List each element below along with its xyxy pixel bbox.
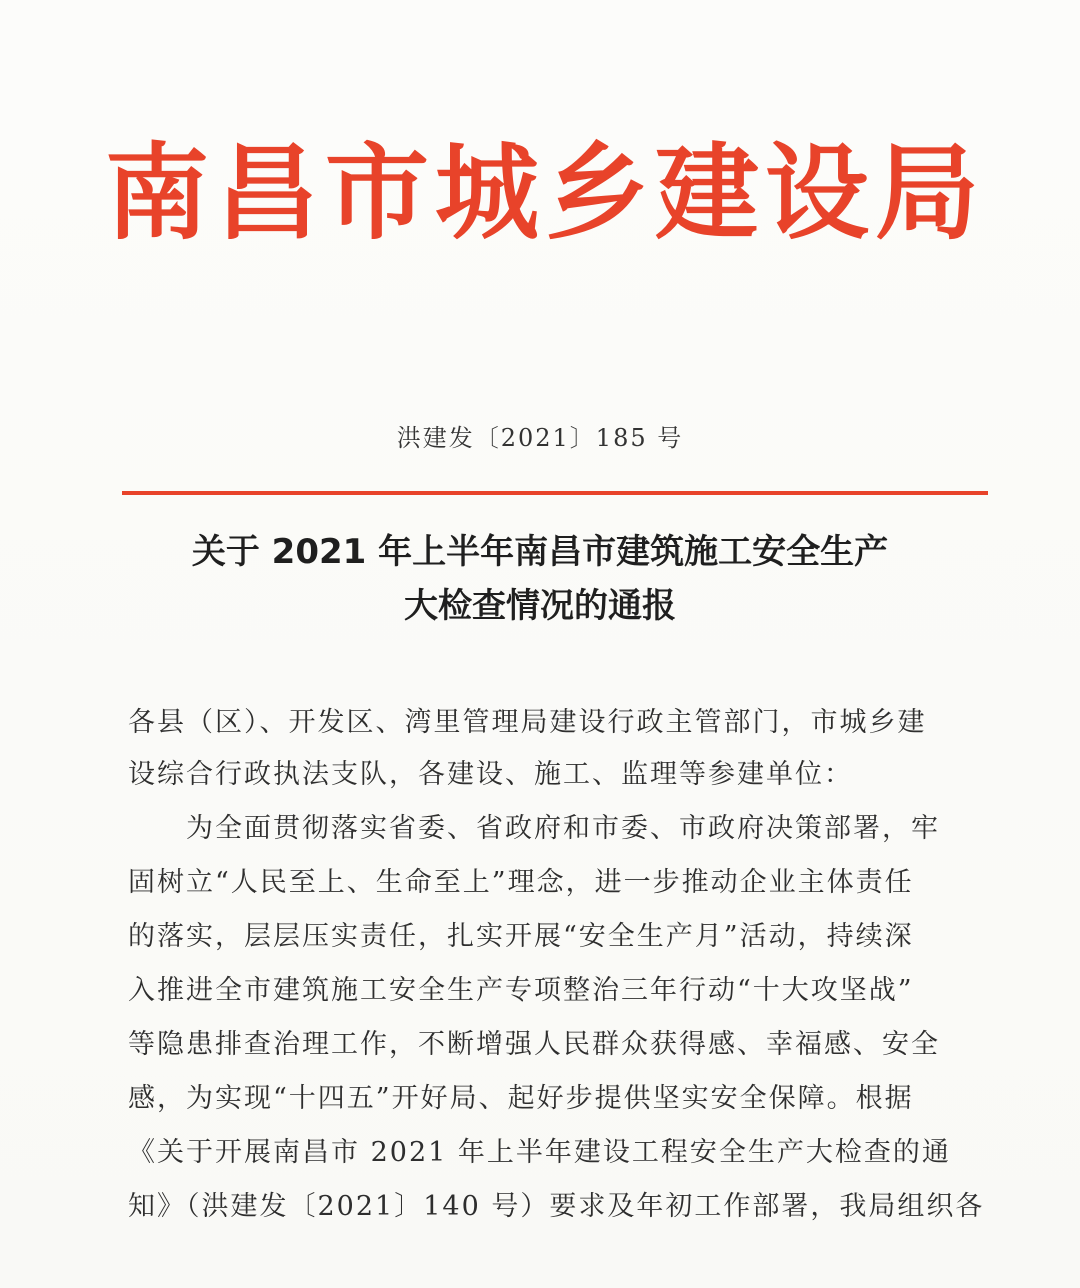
body-line: 的落实，层层压实责任，扎实开展“安全生产月”活动，持续深 (128, 921, 914, 952)
body-line: 设综合行政执法支队，各建设、施工、监理等参建单位： (128, 759, 853, 790)
body-line: 入推进全市建筑施工安全生产专项整治三年行动“十大攻坚战” (128, 975, 914, 1006)
body-line: 知》（洪建发〔2021〕140 号）要求及年初工作部署，我局组织各 (128, 1191, 985, 1222)
body-line: 《关于开展南昌市 2021 年上半年建设工程安全生产大检查的通 (128, 1137, 951, 1168)
document-title-line-2: 大检查情况的通报 (404, 586, 676, 626)
body-line: 等隐患排查治理工作，不断增强人民群众获得感、幸福感、安全 (128, 1029, 940, 1060)
document-number: 洪建发〔2021〕185 号 (396, 424, 684, 452)
body-line: 感，为实现“十四五”开好局、起好步提供坚实安全保障。根据 (128, 1083, 914, 1114)
body-line: 为全面贯彻落实省委、省政府和市委、市政府决策部署，牢 (128, 813, 940, 844)
body-line: 固树立“人民至上、生命至上”理念，进一步推动企业主体责任 (128, 867, 914, 898)
document-title-line-1: 关于 2021 年上半年南昌市建筑施工安全生产 (191, 532, 889, 572)
body-line: 各县（区）、开发区、湾里管理局建设行政主管部门，市城乡建 (128, 707, 927, 738)
red-divider (122, 491, 988, 495)
agency-header: 南昌市城乡建设局 (104, 132, 985, 254)
